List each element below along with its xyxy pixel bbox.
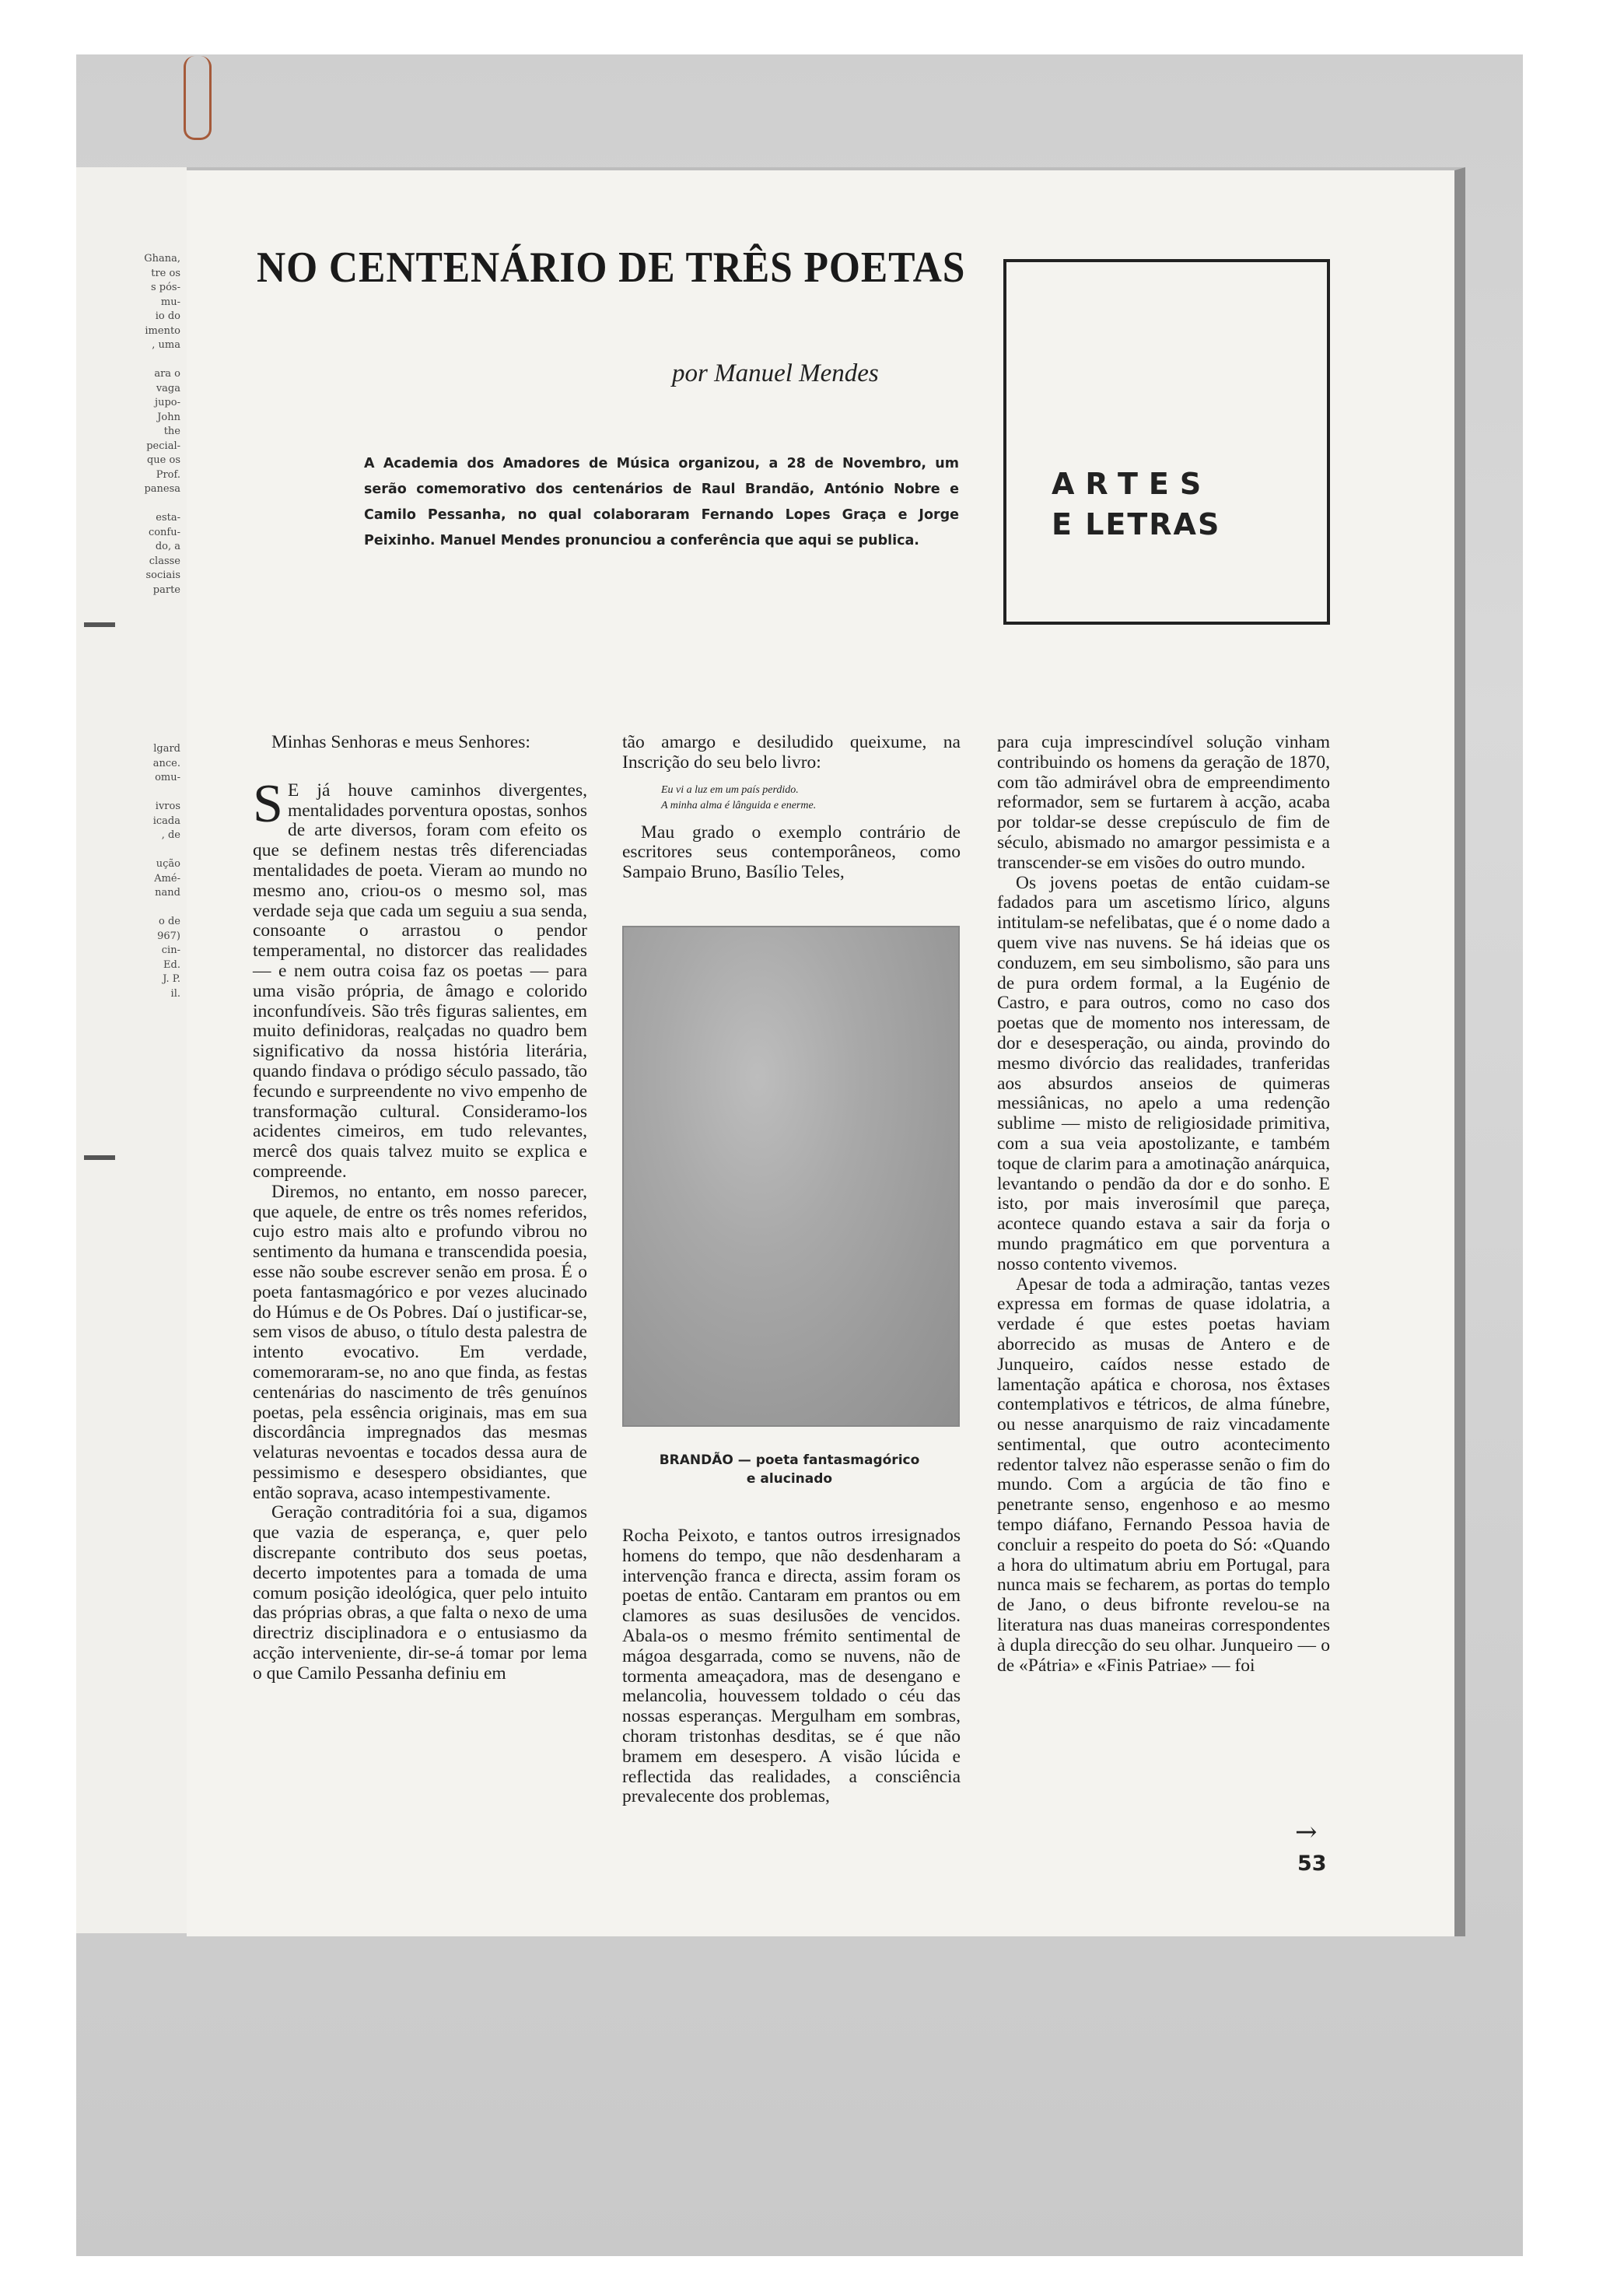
gutter-line: sociais xyxy=(145,569,180,581)
verse-quote xyxy=(622,773,961,823)
gutter-line: nand xyxy=(155,887,180,899)
paragraph: Rocha Peixoto, e tantos outros irresignados homens do tempo, que não desdenharam a intervenção franca e directa, assim foram os poetas de então. Cantaram em prantos ou em clamores as suas desilusões de vencidos. Abala-os o mesmo frémito sentimental de mágoa desgarrada, como se nuvens, não de tormenta ameaçadora, mas de desengano e melancolia, houvessem toldado o céu das nossas esperanças. Mergulham em sombras, choram tristonhas desditas, se é que não bramem em desespero. A visão lúcida e reflectida das realidades, a consciência prevalecente dos problemas, xyxy=(622,1526,961,1807)
gutter-line: mu- xyxy=(160,296,180,308)
continue-arrow-icon: → xyxy=(1295,1817,1318,1848)
previous-page-gutter xyxy=(76,167,188,1933)
gutter-line: o de xyxy=(159,916,180,927)
column-2 xyxy=(622,733,961,883)
drop-cap: S xyxy=(253,773,283,834)
gutter-line: omu- xyxy=(155,772,180,783)
salutation: Minhas Senhoras e meus Senhores: xyxy=(271,732,530,752)
gutter-line: lgard xyxy=(153,743,180,755)
article-author: por Manuel Mendes xyxy=(672,359,879,387)
gutter-line: Prof. xyxy=(156,468,180,481)
gutter-line: confu- xyxy=(148,526,180,538)
gutter-line: ivros xyxy=(155,801,180,812)
gutter-line: vaga xyxy=(156,382,180,394)
verse-line: A minha alma é lânguida e enerme. xyxy=(661,799,817,811)
section-box xyxy=(1003,259,1330,625)
paper-clip-icon xyxy=(184,56,212,140)
gutter-line: 967) xyxy=(157,930,180,942)
gutter-line: J. P. xyxy=(163,973,180,985)
gutter-separator xyxy=(84,622,115,627)
gutter-line: s pós- xyxy=(150,282,180,293)
column-2-continued xyxy=(622,1526,961,1807)
paragraph: Os jovens poetas de então cuidam-se fadados para um ascetismo lírico, alguns intitulam-se nefelibatas, que é o nome dado a quem vive nas nuvens. Se há ideias que os conduzem, em seu simbolismo, são para uns de pura ordem formal, a la Eugénio de Castro, e para outros, como no caso dos poetas que de momento nos interessam, de dor e desesperação, ou ainda, provindo do mesmo divórcio das realidades, tranferidas aos absurdos anseios de quimeras messiânicas, no apelo a uma redenção sublime — misto de religiosidade primitiva, com a sua veia apostolizante, e também toque de clarim para a amotinação anárquica, levantando o pendão da dor e do sonho. E isto, por mais inverosímil que pareça, acontece quando estava a sair da forja o mundo pragmático em que porventura a nosso contento vivemos. xyxy=(997,872,1330,1274)
gutter-line: parte xyxy=(152,583,180,596)
photo-caption xyxy=(622,1451,957,1488)
gutter-line: io do xyxy=(155,310,180,322)
section-label-line2: E LETRAS xyxy=(1052,507,1221,541)
gutter-line: the xyxy=(163,426,180,437)
paragraph: Mau grado o exemplo contrário de escritores seus contemporâneos, como Sampaio Bruno, Basílio Teles, xyxy=(622,822,961,883)
gutter-line: , de xyxy=(161,829,180,841)
gutter-line: pecial- xyxy=(146,440,180,452)
page-number: 53 xyxy=(1297,1852,1327,1876)
gutter-line: ara o xyxy=(154,368,180,380)
paragraph: tão amargo e desiludido queixume, na Inscrição do seu belo livro: xyxy=(622,732,961,773)
section-label-line1: ARTES xyxy=(1052,467,1213,501)
gutter-line: John xyxy=(157,411,180,423)
paragraph: Diremos, no entanto, em nosso parecer, que aquele, de entre os três nomes referidos, cujo estro mais alto e profundo vibrou no sentimento da humana e transcendida poesia, esse não soube escrever senão em prosa. É o poeta fantasmagórico e por vezes alucinado do Húmus e de Os Pobres. Daí o justificar-se, sem visos de abuso, o título desta palestra de intento evocativo. Em verdade, comemoraram-se, no ano que finda, as festas centenárias do nascimento de três genuínos poetas, pela essência originais, mas em sua discordância impregnados das mesmas velaturas nevoentas e tocados dessa aura de pessimismo e desespero obsidiantes, que então soprava, acaso intempestivamente. xyxy=(253,1181,587,1503)
gutter-separator xyxy=(84,1155,115,1160)
portrait-photo xyxy=(622,926,960,1427)
paragraph-text: E já houve caminhos divergentes, mentalidades porventura opostas, sonhos de arte diversos, foram com efeito os que se definem nestas três diferenciadas mentalidades de poeta. Vieram ao mundo no mesmo ano, criou-os o mesmo sol, mas verdade seja que cada um seguiu a sua senda, consoante o arrastou o pendor temperamental, no distorcer das realidades — e nem outra coisa faz os poetas — para uma visão própria, de âmago e colorido inconfundíveis. São três figuras salientes, em muito definidoras, realçadas no quadro bem significativo da nossa história literária, quando findava o pródigo século passado, tão fecundo e surpreendente no vivo empenho de transformação cultural. Consideramo-los acidentes cimeiros, em tudo relevantes, mercê dos quais talvez muito se explica e compreende. xyxy=(253,780,588,1182)
verse-line: Eu vi a luz em um país perdido. xyxy=(661,783,799,796)
gutter-line: il. xyxy=(170,987,180,1000)
gutter-line: classe xyxy=(149,555,180,567)
gutter-line: Amé- xyxy=(154,872,180,885)
gutter-line: Ghana, xyxy=(144,253,180,265)
section-label xyxy=(1052,464,1220,545)
gutter-line: esta- xyxy=(156,512,180,524)
gutter-line: jupo- xyxy=(155,397,180,408)
gutter-line: imento xyxy=(145,324,180,337)
gutter-line: do, a xyxy=(155,541,180,552)
column-1 xyxy=(253,733,587,1684)
gutter-line: Ed. xyxy=(163,958,180,971)
gutter-line: ução xyxy=(156,858,180,870)
article-intro: A Academia dos Amadores de Música organizou, a 28 de Novembro, um serão comemorativo dos centenários de Raul Brandão, António Nobre e Camilo Pessanha, no qual colaboraram Fernando Lopes Graça e Jorge Peixinho. Manuel Mendes pronunciou a conferência que aqui se publica. xyxy=(364,456,959,548)
paragraph xyxy=(253,773,588,1183)
gutter-line: ance. xyxy=(152,757,180,769)
gutter-line: tre os xyxy=(151,267,180,279)
column-3 xyxy=(997,733,1330,1676)
paragraph: Apesar de toda a admiração, tantas vezes expressa em formas de quase idolatria, a verdade é que estes poetas haviam aborrecido as musas de Antero e de Junqueiro, caídos nesse estado de lamentação apática e chorosa, nos êxtases contemplativos e tétricos, de alma fúnebre, ou nesse anarquismo de raiz vincadamente sentimental, que outro acontecimento redentor talvez não esperasse senão o fim do mundo. Com a argúcia de tão fino e penetrante senso, engenhoso e ao mesmo tempo diáfano, Fernando Pessoa havia de concluir a respeito do poeta do Só: «Quando a hora do ultimatum abriu em Portugal, para nunca mais se fecharem, as portas do templo de Jano, o deus bifronte revelou-se na literatura nas duas maneiras correspondentes à dupla direcção do seu olhar. Junqueiro — o de «Pátria» e «Finis Patriae» — foi xyxy=(997,1274,1330,1676)
caption-line: e alucinado xyxy=(746,1471,833,1487)
paragraph: Geração contraditória foi a sua, digamos que vazia de esperança, e, quer pelo discrepante contributo dos seus poetas, decerto impotentes para a tomada de uma comum posição ideológica, quer pelo intuito das próprias obras, a que falta o nexo de uma directriz disciplinadora e o entusiasmo da acção interveniente, dir-se-á tomar por lema o que Camilo Pessanha definiu em xyxy=(253,1502,587,1684)
gutter-line: que os xyxy=(146,454,180,466)
gutter-line: , uma xyxy=(152,339,180,351)
gutter-line: panesa xyxy=(144,483,180,495)
gutter-line: cin- xyxy=(161,944,180,956)
paragraph: para cuja imprescindível solução vinham contribuindo os homens da geração de 1870, com tão admirável obra de empreendimento reformador, sem se furtarem à acção, acaba por toldar-se desse crepúsculo de fim de século, abismado no amargor pessimista e a transcender-se em visões do outro mundo. xyxy=(997,732,1330,873)
article-title: NO CENTENÁRIO DE TRÊS POETAS xyxy=(257,244,966,292)
caption-line: BRANDÃO — poeta fantasmagórico xyxy=(659,1452,920,1468)
gutter-line: icada xyxy=(152,815,180,827)
